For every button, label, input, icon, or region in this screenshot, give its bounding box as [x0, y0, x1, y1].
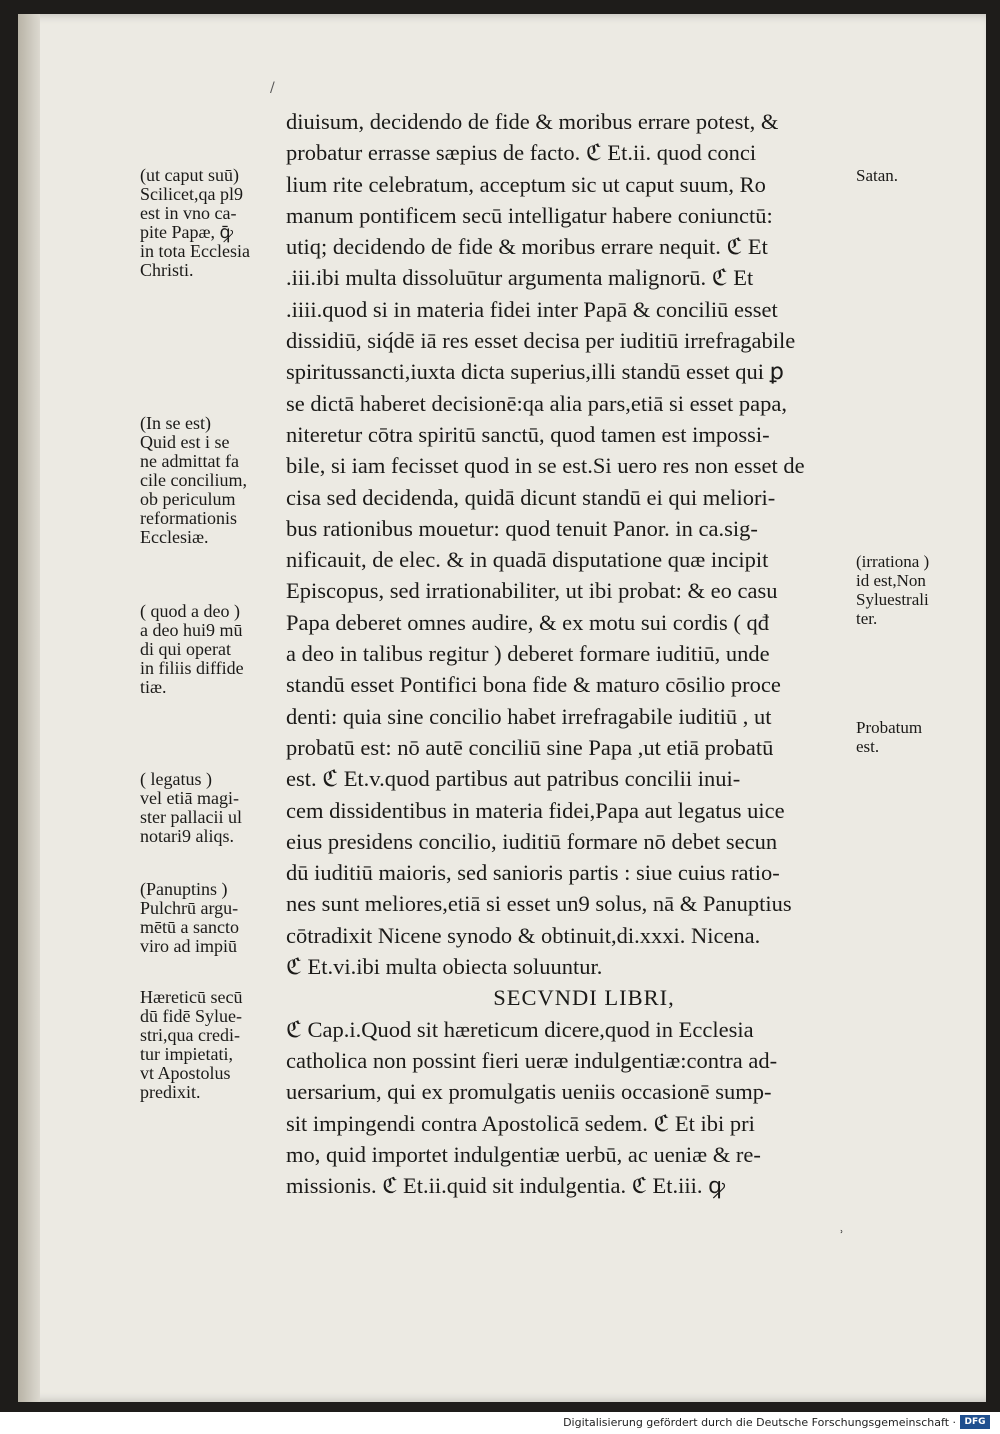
margin-note-line: reformationis — [140, 508, 237, 528]
margin-note-left — [140, 166, 250, 280]
margin-note-line: dū fidē Sylue- — [140, 1006, 242, 1026]
margin-note-line: Hæreticū secū — [140, 987, 243, 1007]
text-line: Episcopus, sed irrationabiliter, ut ibi probat: & eo casu — [286, 578, 778, 604]
margin-note-line: cile concilium, — [140, 470, 247, 490]
margin-note-line: Probatum — [856, 718, 923, 737]
margin-note-left — [140, 602, 244, 697]
text-line: spiritussancti,iuxta dicta superius,illi standū esset qui ꝑ — [286, 359, 784, 385]
dfg-logo: DFG — [960, 1415, 990, 1429]
text-line: bus rationibus mouetur: quod tenuit Panor. in ca.sig- — [286, 515, 758, 541]
margin-note-line: mētū a sancto — [140, 917, 239, 937]
margin-note-line: est. — [856, 737, 880, 756]
text-line: bile, si iam fecisset quod in se est.Si uero res non esset de — [286, 453, 805, 479]
margin-note-line: est in vno ca- — [140, 203, 237, 223]
margin-note-line: predixit. — [140, 1082, 201, 1102]
margin-note-line: (irrationa ) — [856, 552, 930, 571]
margin-note-line: (ut caput suū) — [140, 165, 239, 185]
margin-note-line: Ecclesiæ. — [140, 527, 209, 547]
text-line: probatur errasse sæpius de facto. ℭ Et.ii. quod conci — [286, 140, 757, 166]
margin-note-line: in tota Ecclesia — [140, 241, 250, 261]
section-heading: SECVNDI LIBRI, — [493, 985, 675, 1011]
text-line: dū iuditiū maioris, sed sanioris partis : siue cuius ratio- — [286, 860, 780, 886]
margin-note-line: pite Papæ, ꝙ̄ — [140, 222, 234, 242]
margin-note-line: in filiis diffide — [140, 658, 244, 678]
margin-note-line: ter. — [856, 609, 878, 628]
margin-note-line: vel etiā magi- — [140, 788, 239, 808]
text-line: .iiii.quod si in materia fidei inter Papā & conciliū esset — [286, 296, 778, 322]
margin-note-line: tur impietati, — [140, 1044, 233, 1064]
text-line: est. ℭ Et.v.quod partibus aut patribus concilii inui- — [286, 766, 741, 792]
margin-note-line: ne admittat fa — [140, 451, 239, 471]
margin-note-line: vt Apostolus — [140, 1063, 231, 1083]
margin-note-line: (In se est) — [140, 413, 211, 433]
margin-note-line: notari9 aliqs. — [140, 826, 234, 846]
margin-note-left — [140, 988, 242, 1102]
margin-note-line: stri,qua credi- — [140, 1025, 240, 1045]
margin-note-line: (Panuptins ) — [140, 879, 228, 899]
margin-note-line: ster pallacii ul — [140, 807, 242, 827]
text-line: niteretur cōtra spiritū sanctū, quod tamen est impossi- — [286, 421, 770, 447]
margin-note-line: Pulchrū argu- — [140, 898, 239, 918]
text-line: cisa sed decidenda, quidā dicunt standū ei qui meliori- — [286, 484, 776, 510]
margin-note-line: Christi. — [140, 260, 194, 280]
text-line: utiq; decidendo de fide & moribus errare nequit. ℭ Et — [286, 234, 768, 260]
text-line: se dictā haberet decisionē:qa alia pars,etiā si esset papa, — [286, 390, 788, 416]
margin-note-left — [140, 880, 239, 956]
text-line: sit impingendi contra Apostolicā sedem. ℭ Et ibi pri — [286, 1110, 755, 1136]
footer-credit: Digitalisierung gefördert durch die Deutsche Forschungsgemeinschaft · — [563, 1416, 956, 1429]
text-line: a deo in talibus regitur ) deberet formare iuditiū, unde — [286, 641, 770, 667]
pencil-mark: / — [270, 80, 275, 96]
margin-note-line: Scilicet,qa pl9 — [140, 184, 243, 204]
margin-note-line: Satan. — [856, 166, 899, 185]
margin-note-line: Syluestrali — [856, 590, 929, 609]
text-line: nificauit, de elec. & in quadā disputatione quæ incipit — [286, 547, 769, 573]
text-line: Papa deberet omnes audire, & ex motu sui cordis ( qđ — [286, 609, 770, 635]
text-line: .iii.ibi multa dissoluūtur argumenta malignorū. ℭ Et — [286, 265, 754, 291]
margin-note-line: a deo hui9 mū — [140, 620, 243, 640]
text-line: missionis. ℭ Et.ii.quid sit indulgentia. ℭ Et.iii. ꝙ — [286, 1173, 726, 1199]
text-line: nes sunt meliores,etiā si esset un9 solus, nā & Panuptius — [286, 891, 792, 917]
margin-note-line: Quid est i se — [140, 432, 230, 452]
margin-note-line: ob periculum — [140, 489, 236, 509]
main-text-block — [286, 106, 852, 1201]
text-line: manum pontificem secū intelligatur habere coniunctū: — [286, 202, 773, 228]
text-line: ℭ Et.vi.ibi multa obiecta soluuntur. — [286, 954, 603, 980]
text-line: probatū est: nō autē conciliū sine Papa ,ut etiā probatū — [286, 734, 774, 760]
margin-note-right — [856, 718, 922, 756]
page-mark: ʾ — [840, 1228, 844, 1242]
text-line: eius presidens concilio, iuditiū formare nō debet secun — [286, 828, 778, 854]
margin-note-line: id est,Non — [856, 571, 926, 590]
text-line: diuisum, decidendo de fide & moribus errare potest, & — [286, 109, 779, 134]
margin-note-right — [856, 166, 898, 185]
text-line: cōtradixit Nicene synodo & obtinuit,di.xxxi. Nicena. — [286, 922, 761, 948]
margin-note-left — [140, 414, 247, 547]
text-line: mo, quid importet indulgentiæ uerbū, ac ueniæ & re- — [286, 1141, 761, 1167]
text-line: catholica non possint fieri ueræ indulgentiæ:contra ad- — [286, 1047, 778, 1073]
text-line: denti: quia sine concilio habet irrefragabile iuditiū , ut — [286, 703, 772, 729]
page-gutter — [18, 14, 40, 1402]
margin-note-left — [140, 770, 242, 846]
margin-note-line: tiæ. — [140, 677, 167, 697]
text-line: lium rite celebratum, acceptum sic ut caput suum, Ro — [286, 171, 766, 197]
text-line: ℭ Cap.i.Quod sit hæreticum dicere,quod in Ecclesia — [286, 1016, 754, 1042]
margin-note-line: ( legatus ) — [140, 769, 212, 789]
text-line: uersarium, qui ex promulgatis ueniis occasionē sump- — [286, 1079, 772, 1105]
margin-note-line: di qui operat — [140, 639, 231, 659]
text-line: cem dissidentibus in materia fidei,Papa aut legatus uice — [286, 797, 785, 823]
text-line: dissidiū, siq́dē iā res esset decisa per iuditiū irrefragabile — [286, 328, 796, 354]
text-line: standū esset Pontifici bona fide & maturo cōsilio proce — [286, 672, 781, 698]
margin-note-line: viro ad impiū — [140, 936, 237, 956]
margin-note-right — [856, 552, 929, 628]
margin-note-line: ( quod a deo ) — [140, 601, 240, 621]
